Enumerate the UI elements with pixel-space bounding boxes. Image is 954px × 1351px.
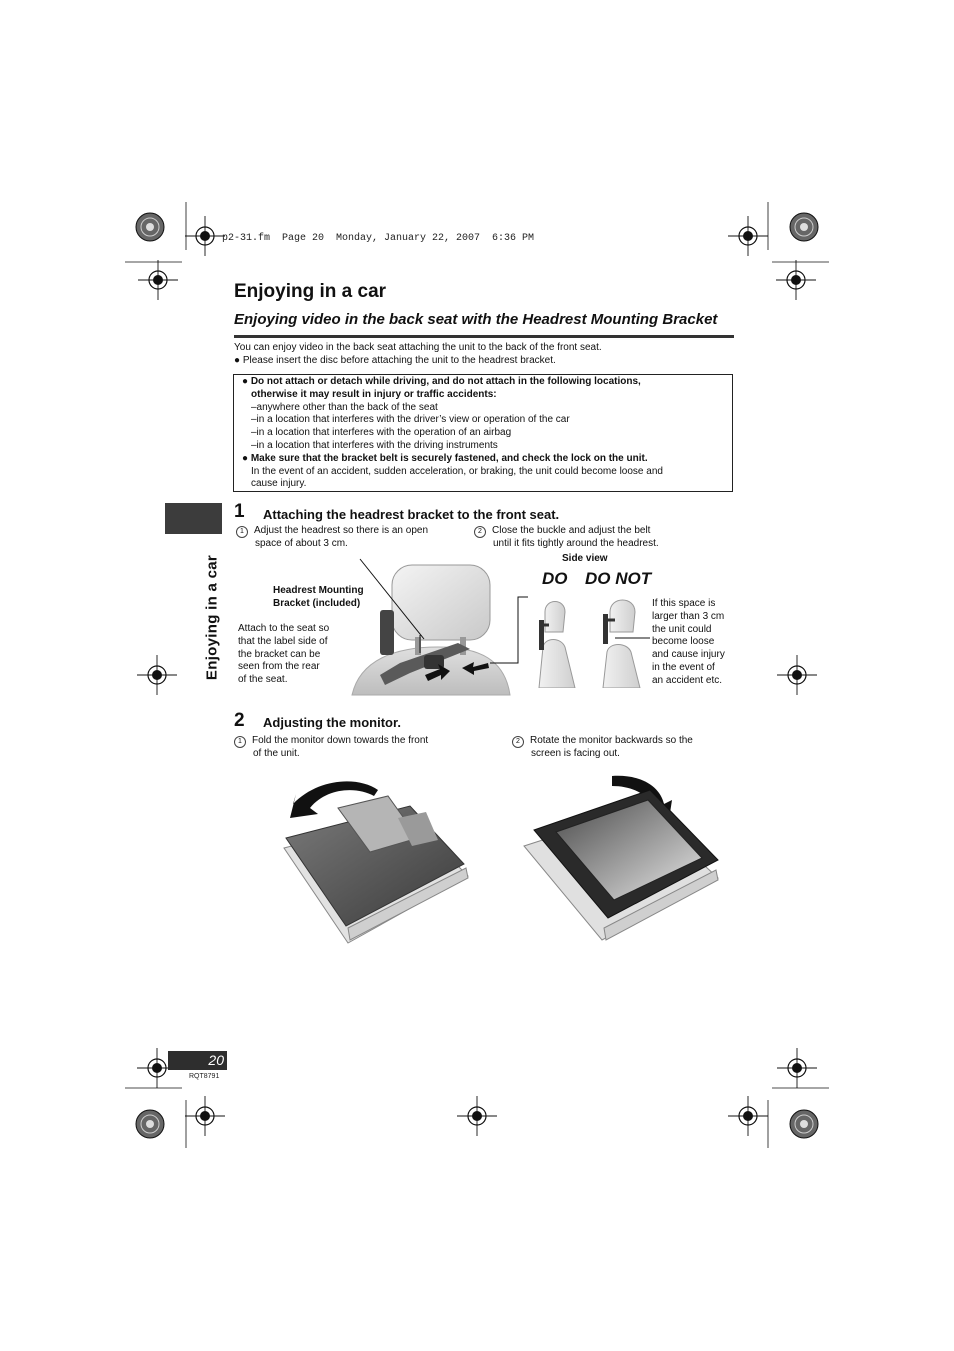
- warning-box: [233, 374, 733, 492]
- instruction-text: screen is facing out.: [531, 748, 620, 759]
- callout-line: an accident etc.: [652, 674, 723, 686]
- section-subtitle: Enjoying video in the back seat with the Headrest Mounting Bracket: [234, 311, 718, 328]
- circled-number: 2: [512, 736, 524, 748]
- instruction-text: until it fits tightly around the headrest.: [493, 538, 659, 549]
- rotate-monitor-illustration: [522, 768, 732, 948]
- step-1-number: 1: [234, 501, 245, 522]
- side-view-illustration: [535, 592, 655, 688]
- intro-line-2: ● Please insert the disc before attaching the unit to the headrest bracket.: [234, 354, 556, 366]
- warning-2-line-3: cause injury.: [251, 478, 307, 490]
- intro-line-1: You can enjoy video in the back seat attaching the unit to the back of the front seat.: [234, 342, 602, 353]
- do-label: DO: [542, 569, 568, 588]
- warning-2-line-1: ● Make sure that the bracket belt is securely fastened, and check the lock on the unit.: [242, 452, 648, 464]
- page-number: 20: [168, 1051, 227, 1070]
- intro-text: [234, 342, 734, 367]
- page-title: Enjoying in a car: [234, 281, 387, 302]
- fold-monitor-illustration: [278, 768, 478, 948]
- callout-line: in the event of: [652, 661, 715, 673]
- warning-item: –in a location that interferes with the driving instruments: [251, 439, 498, 451]
- space-warning-callout: [652, 598, 725, 688]
- callout-line: Attach to the seat so: [238, 623, 330, 634]
- file-header: p2-31.fm Page 20 Monday, January 22, 2007 6:36 PM: [222, 233, 535, 244]
- warning-item: –anywhere other than the back of the seat: [251, 401, 438, 413]
- instruction-text: Rotate the monitor backwards so the: [530, 735, 693, 746]
- circled-number: 1: [234, 736, 246, 748]
- step-2-number: 2: [234, 710, 245, 731]
- callout-line: seen from the rear: [238, 661, 320, 673]
- attach-callout: [238, 623, 329, 687]
- do-not-label: DO NOT: [585, 569, 652, 588]
- step-1-title: Attaching the headrest bracket to the front seat.: [263, 507, 560, 522]
- step-1-instruction-2: [474, 525, 659, 551]
- callout-line: Headrest Mounting: [273, 585, 364, 596]
- circled-number: 2: [474, 526, 486, 538]
- instruction-text: of the unit.: [253, 748, 300, 759]
- callout-line: and cause injury: [652, 649, 725, 661]
- headrest-illustration: [340, 555, 535, 697]
- warning-1-line-2: otherwise it may result in injury or traffic accidents:: [251, 388, 497, 400]
- callout-line: If this space is: [652, 598, 716, 609]
- callout-line: the bracket can be: [238, 648, 321, 660]
- side-section-label: Enjoying in a car: [203, 554, 221, 681]
- warning-1-line-1: ● Do not attach or detach while driving, and do not attach in the following locations,: [242, 376, 641, 387]
- instruction-text: Close the buckle and adjust the belt: [492, 525, 651, 536]
- circled-number: 1: [236, 526, 248, 538]
- callout-line: of the seat.: [238, 674, 288, 686]
- step-2-instruction-2: [512, 735, 693, 761]
- step-2-instruction-1: [234, 735, 428, 761]
- instruction-text: space of about 3 cm.: [255, 538, 348, 549]
- instruction-text: Fold the monitor down towards the front: [252, 735, 429, 746]
- warning-item: –in a location that interferes with the operation of an airbag: [251, 427, 512, 439]
- callout-line: larger than 3 cm: [652, 610, 725, 622]
- warning-2-line-2: In the event of an accident, sudden acceleration, or braking, the unit could become loose and: [251, 465, 663, 477]
- side-view-label: Side view: [562, 553, 608, 564]
- callout-line: that the label side of: [238, 635, 328, 647]
- warning-item: –in a location that interferes with the driver’s view or operation of the car: [251, 414, 570, 426]
- callout-line: Bracket (included): [273, 597, 361, 609]
- callout-line: the unit could: [652, 623, 712, 635]
- instruction-text: Adjust the headrest so there is an open: [254, 525, 429, 536]
- doc-code: RQT8791: [189, 1073, 220, 1080]
- step-2-title: Adjusting the monitor.: [263, 715, 401, 730]
- title-rule: [234, 335, 734, 338]
- step-1-instruction-1: [236, 525, 428, 551]
- callout-line: become loose: [652, 636, 715, 648]
